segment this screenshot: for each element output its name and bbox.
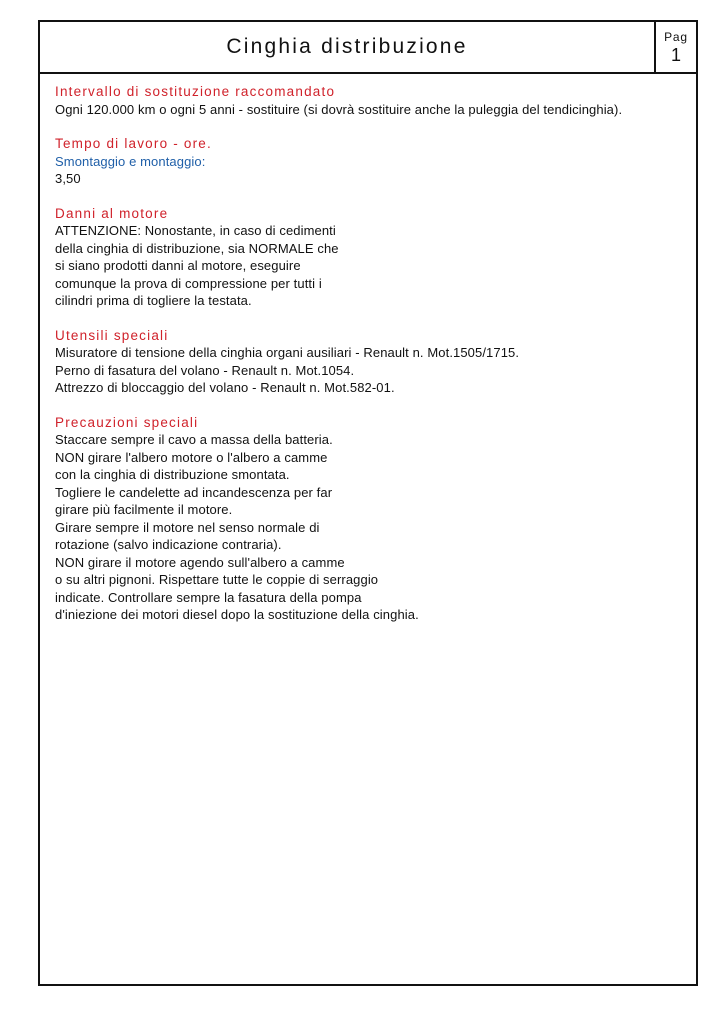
text-line: comunque la prova di compressione per tutti i <box>55 275 322 291</box>
page-number-box <box>654 22 696 72</box>
text-line: Staccare sempre il cavo a massa della batteria. <box>55 432 333 447</box>
text-line: Perno di fasatura del volano - Renault n. Mot.1054. <box>55 362 355 378</box>
text-line: ATTENZIONE: Nonostante, in caso di cedimenti <box>55 223 336 238</box>
document-header <box>40 22 696 74</box>
section-tempo <box>55 135 691 188</box>
section-heading: Danni al motore <box>55 205 169 221</box>
text-line: con la cinghia di distribuzione smontata. <box>55 467 290 482</box>
text-line: Girare sempre il motore nel senso normale di <box>55 519 320 535</box>
section-heading: Tempo di lavoro - ore. <box>55 136 212 151</box>
text-line: cilindri prima di togliere la testata. <box>55 293 252 308</box>
section-heading: Precauzioni speciali <box>55 414 199 430</box>
document-frame <box>38 20 698 986</box>
text-line: NON girare il motore agendo sull'albero a camme <box>55 554 345 570</box>
section-danni <box>55 205 691 310</box>
section-precauzioni <box>55 414 691 624</box>
text-line: si siano prodotti danni al motore, eseguire <box>55 258 301 273</box>
text-line: Attrezzo di bloccaggio del volano - Renault n. Mot.582-01. <box>55 380 395 395</box>
text-line: d'iniezione dei motori diesel dopo la sostituzione della cinghia. <box>55 607 419 622</box>
text-line: rotazione (salvo indicazione contraria). <box>55 537 282 552</box>
text-line: Togliere le candelette ad incandescenza per far <box>55 484 333 500</box>
section-intervallo <box>55 83 691 118</box>
text-line: girare più facilmente il motore. <box>55 502 233 517</box>
page-number: 1 <box>670 45 681 65</box>
text-line: 3,50 <box>55 171 81 186</box>
document-body <box>55 83 691 641</box>
section-utensili <box>55 327 691 397</box>
section-subheading: Smontaggio e montaggio: <box>55 153 206 169</box>
page-label: Pag <box>664 30 688 44</box>
section-heading: Intervallo di sostituzione raccomandato <box>55 84 336 99</box>
text-line: Ogni 120.000 km o ogni 5 anni - sostituire (si dovrà sostituire anche la puleggia del tendicinghia). <box>55 101 623 117</box>
section-heading: Utensili speciali <box>55 327 169 343</box>
text-line: NON girare l'albero motore o l'albero a camme <box>55 449 328 465</box>
text-line: della cinghia di distribuzione, sia NORMALE che <box>55 240 339 256</box>
page-title: Cinghia distribuzione <box>226 35 468 58</box>
text-line: indicate. Controllare sempre la fasatura della pompa <box>55 589 362 605</box>
text-line: Misuratore di tensione della cinghia organi ausiliari - Renault n. Mot.1505/1715. <box>55 345 520 360</box>
text-line: o su altri pignoni. Rispettare tutte le coppie di serraggio <box>55 572 379 587</box>
